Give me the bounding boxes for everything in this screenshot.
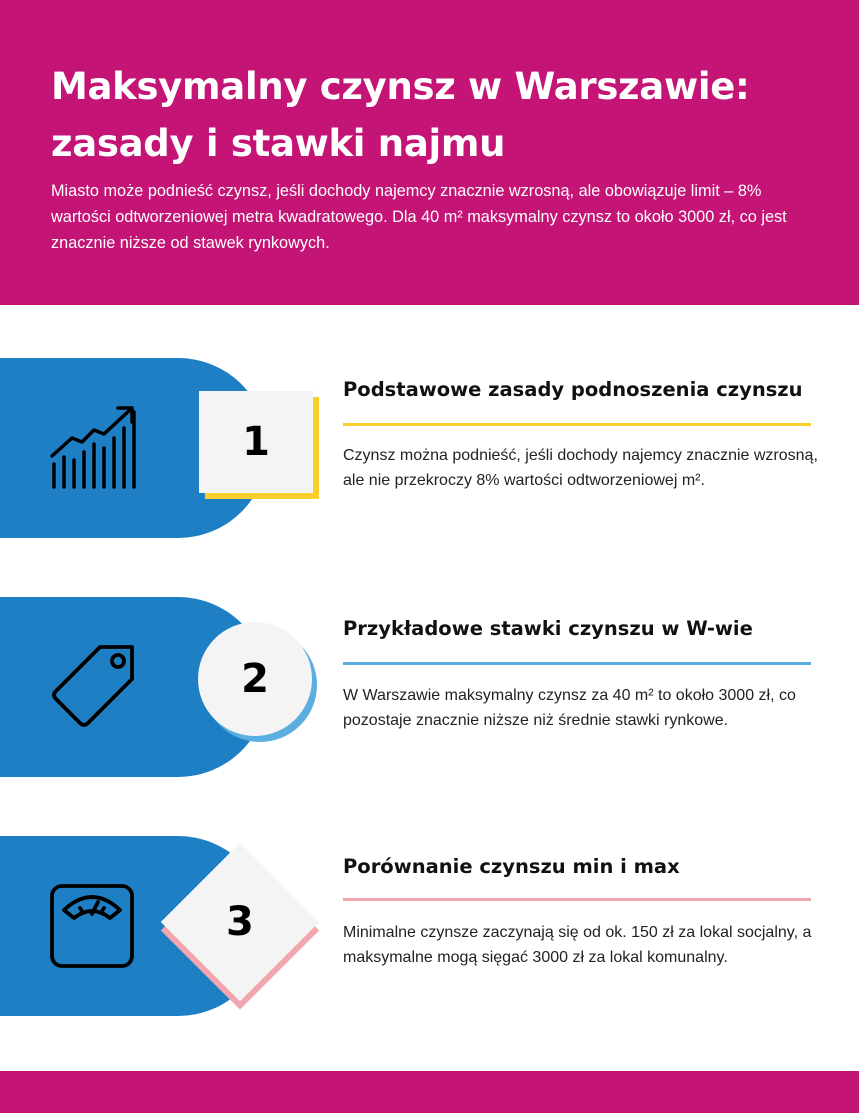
step-3: [0, 836, 859, 1016]
step-divider: [343, 898, 811, 901]
step-divider: [343, 423, 811, 426]
step-divider: [343, 662, 811, 665]
step-number: 3: [226, 899, 254, 945]
price-tag-icon: [48, 641, 138, 731]
step-number-badge: [198, 622, 312, 736]
step-1: [0, 358, 859, 538]
footer-band: [0, 1071, 859, 1113]
intro-text: Miasto może podnieść czynsz, jeśli dochody najemcy znacznie wzrosną, ale obowiązuje limit – 8% wartości odtworzeniowej metra kwadratowego. Dla 40 m² maksymalny czynsz to około 3000 zł, co jest znacznie niższe od stawek rynkowych.: [51, 182, 787, 252]
step-number-badge: [199, 391, 313, 493]
step-text: Czynsz można podnieść, jeśli dochody najemcy znacznie wzrosną, ale nie przekroczy 8% wartości odtworzeniowej m².: [343, 447, 818, 489]
step-title: Przykładowe stawki czynszu w W-wie: [343, 617, 753, 640]
step-number: 2: [241, 656, 269, 702]
step-text: Minimalne czynsze zaczynają się od ok. 150 zł za lokal socjalny, a maksymalne mogą sięgać 3000 zł za lokal komunalny.: [343, 924, 812, 966]
step-title: Porównanie czynszu min i max: [343, 855, 680, 878]
scale-icon: [48, 880, 138, 970]
chart-growth-icon: [48, 402, 138, 492]
page-title: Maksymalny czynsz w Warszawie: zasady i stawki najmu: [51, 65, 750, 165]
step-title: Podstawowe zasady podnoszenia czynszu: [343, 378, 803, 401]
step-number: 1: [242, 419, 270, 465]
step-2: [0, 597, 859, 777]
step-text: W Warszawie maksymalny czynsz za 40 m² to około 3000 zł, co pozostaje znacznie niższe niż średnie stawki rynkowe.: [343, 687, 796, 729]
header-banner: [0, 0, 859, 305]
